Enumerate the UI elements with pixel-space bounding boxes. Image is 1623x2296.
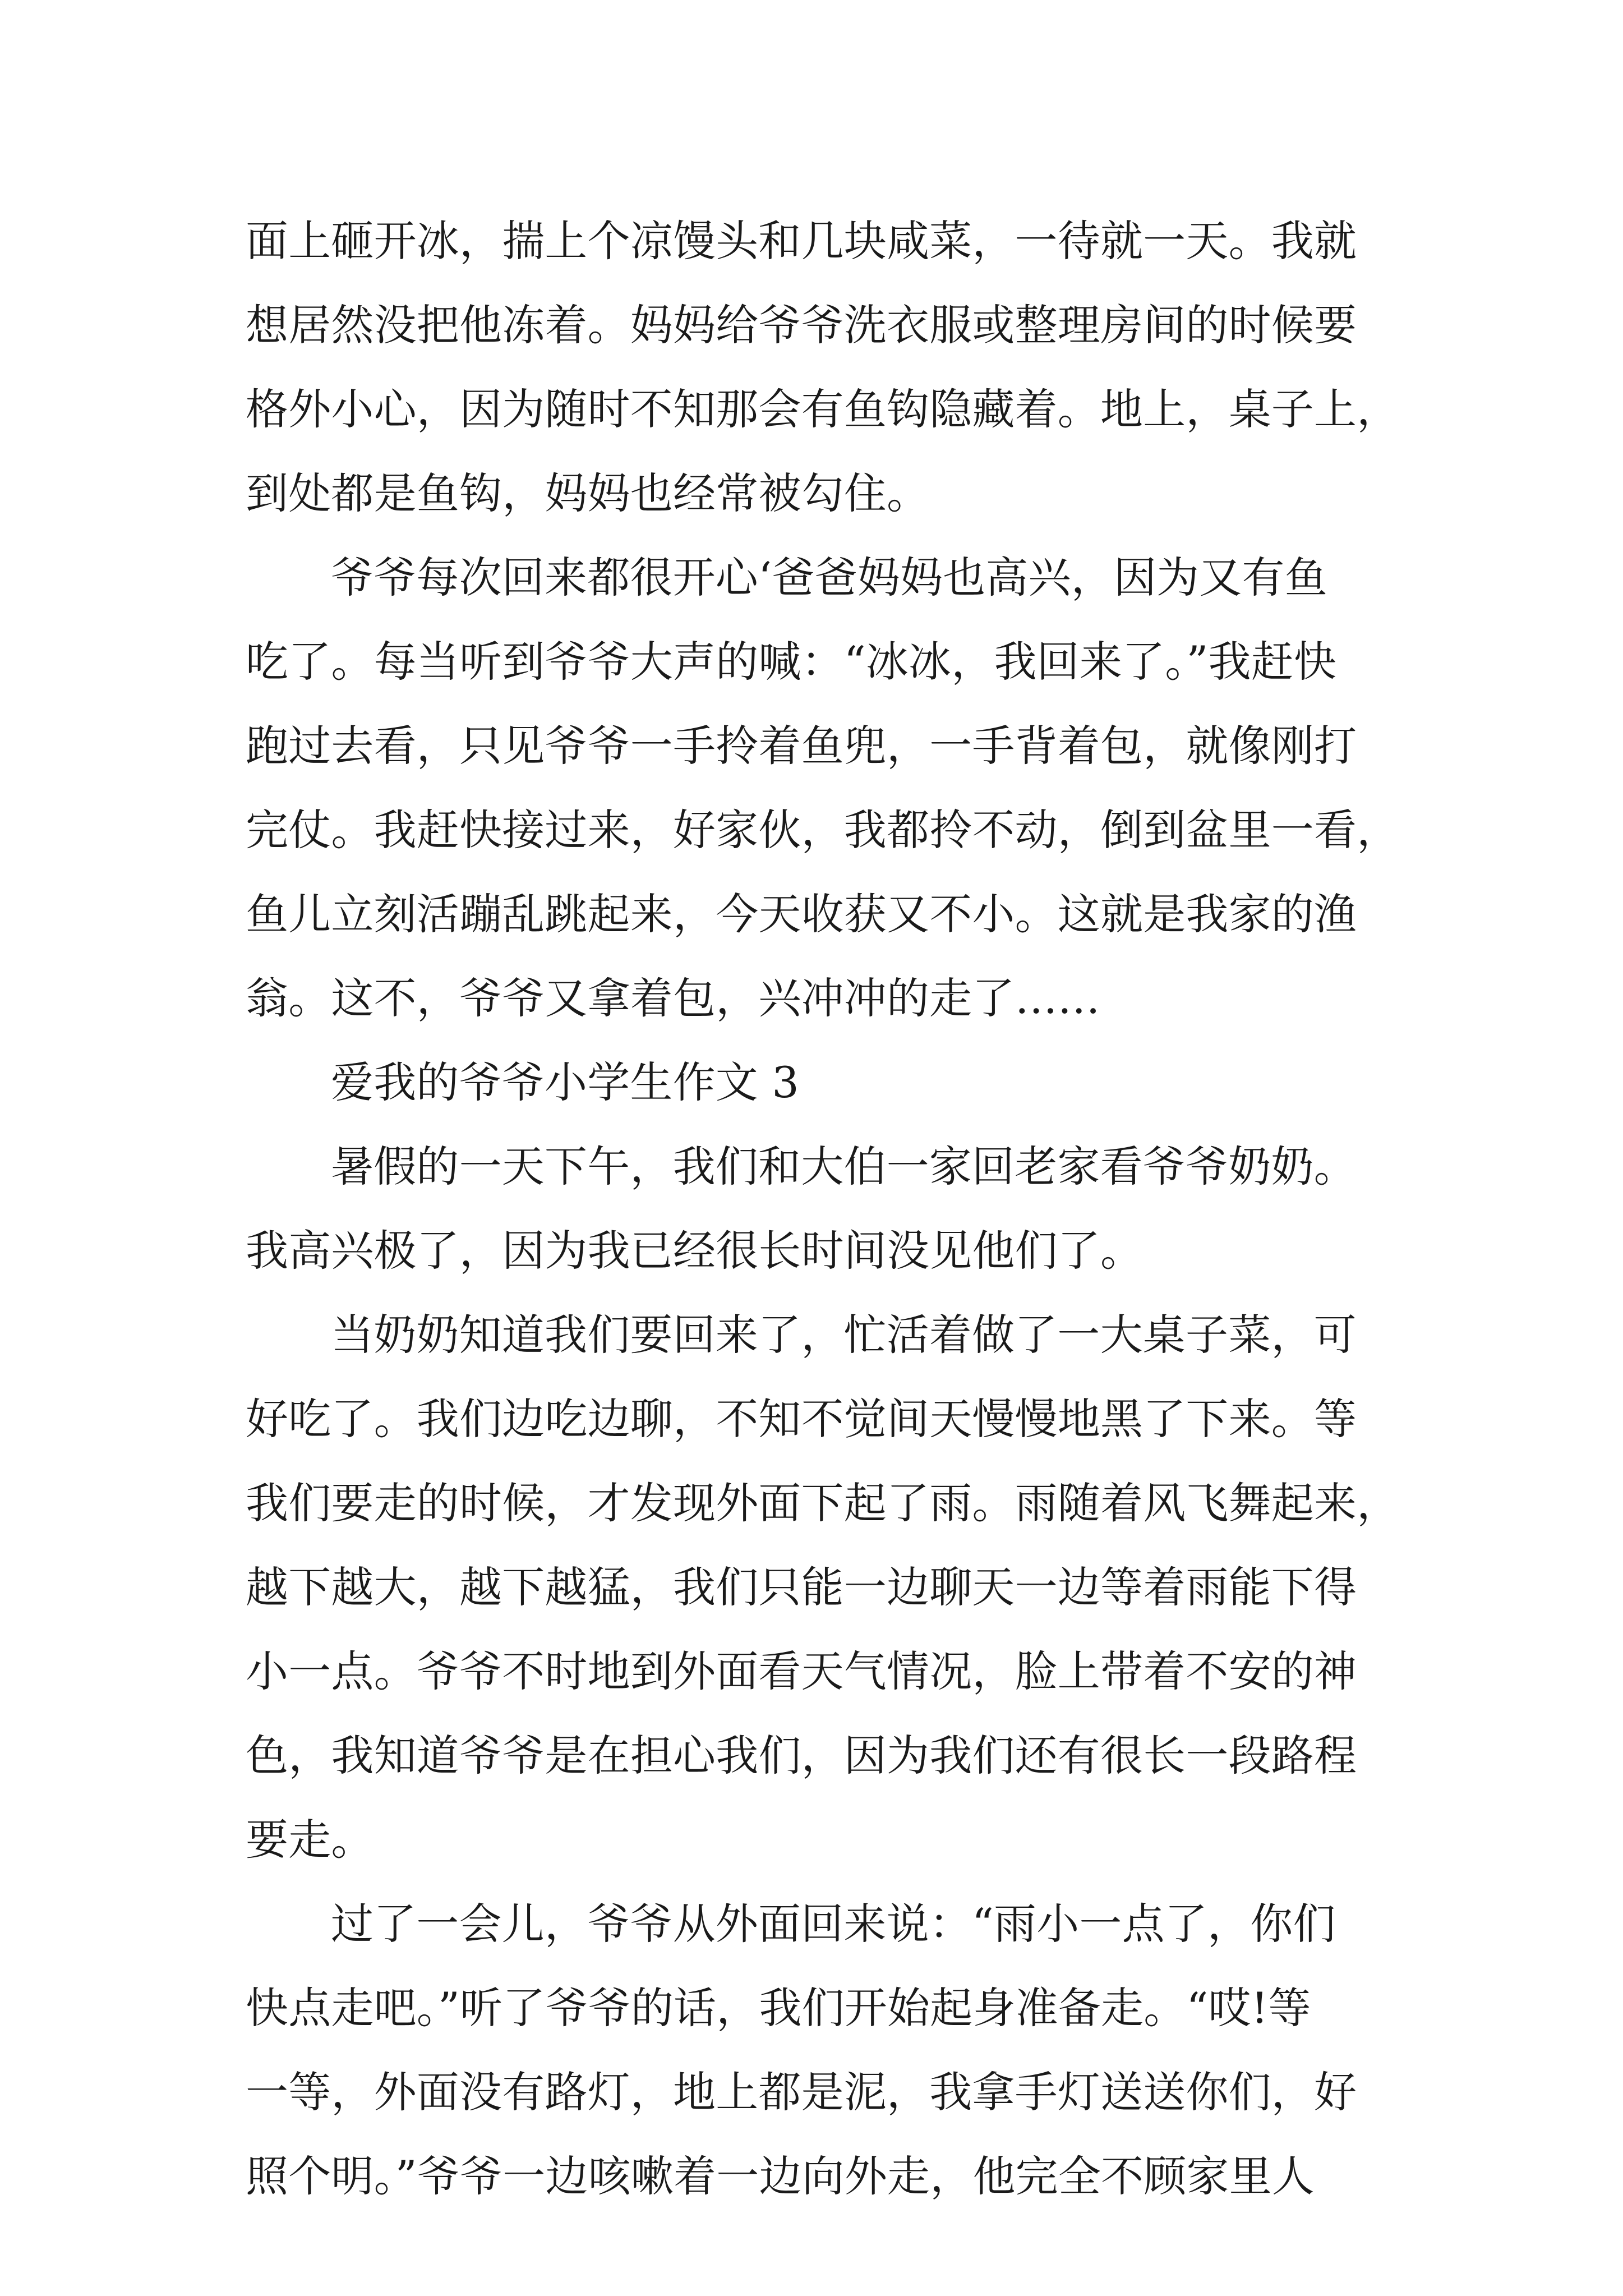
- text-line: 面上砸开冰，揣上个凉馒头和几块咸菜，一待就一天。我就: [246, 216, 1357, 266]
- text-line: 我们要走的时候，才发现外面下起了雨。雨随着风飞舞起来，: [246, 1478, 1400, 1528]
- text-line: 一等，外面没有路灯，地上都是泥，我拿手灯送送你们，好: [246, 2067, 1357, 2117]
- text-line: 过了一会儿，爷爷从外面回来说：“雨小一点了，你们: [331, 1899, 1336, 1949]
- text-line: 越下越大，越下越猛，我们只能一边聊天一边等着雨能下得: [246, 1562, 1357, 1612]
- text-line: 小一点。爷爷不时地到外面看天气情况，脸上带着不安的神: [246, 1646, 1357, 1696]
- essay-text: [246, 199, 1400, 2219]
- text-line: 到处都是鱼钩，妈妈也经常被勾住。: [246, 468, 930, 518]
- text-line: 好吃了。我们边吃边聊，不知不觉间天慢慢地黑了下来。等: [246, 1394, 1357, 1444]
- text-line: 暑假的一天下午，我们和大伯一家回老家看爷爷奶奶。: [331, 1142, 1357, 1191]
- text-line: 鱼儿立刻活蹦乱跳起来，今天收获又不小。这就是我家的渔: [246, 889, 1357, 939]
- text-line: 当奶奶知道我们要回来了，忙活着做了一大桌子菜，可: [331, 1310, 1357, 1360]
- text-line: 跑过去看，只见爷爷一手拎着鱼兜，一手背着包，就像刚打: [246, 721, 1357, 771]
- text-line: 照个明。”爷爷一边咳嗽着一边向外走，他完全不顾家里人: [246, 2151, 1315, 2201]
- text-line: 吃了。每当听到爷爷大声的喊：“冰冰，我回来了。”我赶快: [246, 637, 1337, 687]
- text-line: 完仗。我赶快接过来，好家伙，我都拎不动，倒到盆里一看，: [246, 805, 1400, 855]
- text-line: 色，我知道爷爷是在担心我们，因为我们还有很长一段路程: [246, 1731, 1357, 1780]
- text-line: 我高兴极了，因为我已经很长时间没见他们了。: [246, 1226, 1144, 1276]
- text-line: 想居然没把他冻着。妈妈给爷爷洗衣服或整理房间的时候要: [246, 300, 1357, 350]
- section-heading: 爱我的爷爷小学生作文 3: [331, 1057, 799, 1107]
- text-line: 要走。: [246, 1815, 374, 1865]
- text-line: 翁。这不，爷爷又拿着包，兴冲冲的走了……: [246, 973, 1100, 1023]
- text-line: 快点走吧。”听了爷爷的话，我们开始起身准备走。“哎!等: [246, 1983, 1311, 2033]
- text-line: 格外小心，因为随时不知那会有鱼钩隐藏着。地上，桌子上，: [246, 384, 1400, 434]
- text-line: 爷爷每次回来都很开心‘爸爸妈妈也高兴，因为又有鱼: [331, 553, 1327, 602]
